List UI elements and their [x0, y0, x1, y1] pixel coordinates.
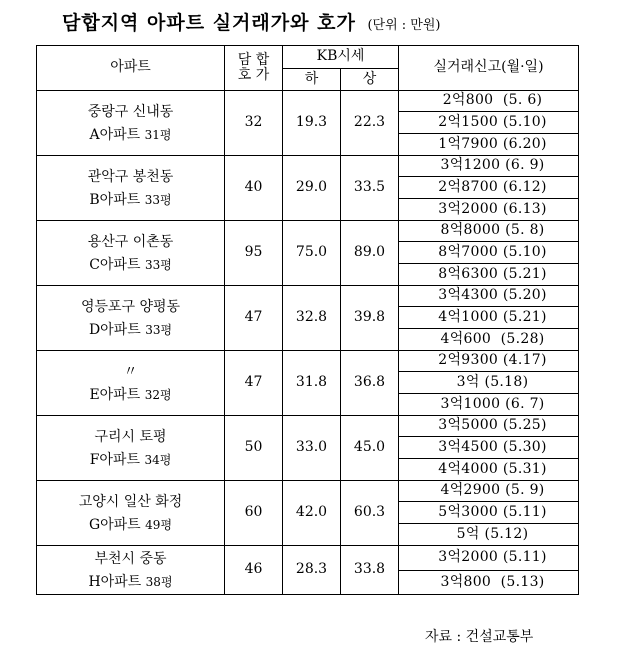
table-row: [37, 221, 579, 242]
deal-cell: [399, 156, 579, 177]
kb-low-cell: 31.8: [283, 351, 341, 416]
region-name: 중랑구 신내동: [87, 103, 174, 120]
apartment-label: [37, 128, 224, 143]
deal-cell: [399, 221, 579, 242]
deal-value: 5억 (5.12): [456, 525, 529, 542]
asking-price-cell: 95: [225, 221, 283, 286]
header-asking-line2: 호 가: [237, 67, 270, 83]
apartment-name: B아파트: [89, 192, 141, 208]
deal-value: 2억9300 (4.17): [438, 352, 547, 369]
apartment-cell: [37, 416, 225, 481]
deal-value: 3억800 (5.13): [440, 573, 545, 590]
apartment-size: 38평: [145, 575, 173, 589]
deal-value: 2억800 (5. 6): [442, 92, 543, 109]
apartment-size: 33평: [145, 323, 173, 337]
deal-value: 4억600 (5.28): [440, 330, 545, 347]
header-asking-line1: 담 합: [237, 51, 270, 68]
deal-cell: [399, 264, 579, 286]
apartment-label: [37, 453, 224, 468]
apartment-cell: [37, 351, 225, 416]
apartment-size: 32평: [144, 388, 172, 402]
source-note: 자료 : 건설교통부: [425, 629, 534, 645]
apartment-name: G아파트: [88, 517, 141, 533]
deal-value: 3억4300 (5.20): [438, 287, 547, 304]
deal-value: 4억2900 (5. 9): [440, 482, 545, 499]
apartment-label: [37, 323, 224, 338]
table-row: [37, 351, 579, 372]
kb-high-cell: 60.3: [341, 481, 399, 546]
deal-value: 1억7900 (6.20): [438, 135, 547, 152]
deal-cell: [399, 546, 579, 571]
deal-value: 3억1200 (6. 9): [440, 157, 545, 174]
kb-high-cell: 33.5: [341, 156, 399, 221]
deal-value: 3억5000 (5.25): [438, 417, 547, 434]
deal-cell: [399, 459, 579, 481]
apartment-cell: [37, 91, 225, 156]
price-table-body: [37, 46, 579, 595]
deal-cell: [399, 307, 579, 329]
title-text: 담합지역 아파트 실거래가와 호가: [62, 12, 356, 34]
header-row-1: [37, 46, 579, 69]
apartment-label: [37, 575, 224, 590]
deal-value: 3억 (5.18): [456, 373, 529, 390]
deal-value: 3억4500 (5.30): [438, 438, 547, 455]
asking-price-cell: 47: [225, 286, 283, 351]
apartment-cell: [37, 546, 225, 595]
deal-cell: [399, 437, 579, 459]
asking-price-cell: 50: [225, 416, 283, 481]
apartment-cell: [37, 156, 225, 221]
kb-high-cell: 33.8: [341, 546, 399, 595]
region-name: 구리시 토평: [94, 428, 167, 445]
asking-price-cell: 40: [225, 156, 283, 221]
header-kb-low: 하: [283, 69, 341, 91]
asking-price-cell: 32: [225, 91, 283, 156]
apartment-cell: [37, 481, 225, 546]
kb-high-cell: 22.3: [341, 91, 399, 156]
kb-high-cell: 45.0: [341, 416, 399, 481]
region-name: 고양시 일산 화정: [78, 493, 183, 510]
deal-value: 2억8700 (6.12): [438, 178, 547, 195]
deal-cell: [399, 524, 579, 546]
kb-high-cell: 89.0: [341, 221, 399, 286]
deal-value: 4억4000 (5.31): [438, 460, 547, 477]
table-row: [37, 481, 579, 502]
asking-price-cell: 60: [225, 481, 283, 546]
deal-value: 5억3000 (5.11): [438, 503, 547, 520]
apartment-name: D아파트: [88, 322, 141, 338]
apartment-cell: [37, 286, 225, 351]
apartment-size: 31평: [144, 128, 172, 142]
kb-low-cell: 32.8: [283, 286, 341, 351]
apartment-name: H아파트: [88, 574, 142, 590]
deal-cell: [399, 177, 579, 199]
region-name: 용산구 이촌동: [87, 233, 174, 250]
kb-high-cell: 39.8: [341, 286, 399, 351]
table-row: [37, 286, 579, 307]
document-title: [62, 8, 440, 35]
region-name: 관악구 봉천동: [87, 168, 174, 185]
apartment-name: E아파트: [89, 387, 141, 403]
apartment-name: A아파트: [89, 127, 141, 143]
apartment-cell: [37, 221, 225, 286]
apartment-size: 49평: [145, 518, 173, 532]
deal-cell: [399, 394, 579, 416]
deal-value: 2억1500 (5.10): [438, 113, 547, 130]
apartment-size: 33평: [144, 258, 172, 272]
deal-value: 8억7000 (5.10): [438, 243, 547, 260]
apartment-label: [37, 258, 224, 273]
deal-value: 8억6300 (5.21): [438, 265, 547, 282]
table-row: [37, 91, 579, 112]
kb-low-cell: 33.0: [283, 416, 341, 481]
header-asking-price: [225, 46, 283, 91]
header-kb-high: 상: [341, 69, 399, 91]
deal-cell: [399, 481, 579, 502]
deal-cell: [399, 416, 579, 437]
deal-cell: [399, 242, 579, 264]
table-row: [37, 156, 579, 177]
deal-cell: [399, 134, 579, 156]
apartment-name: F아파트: [89, 452, 140, 468]
deal-cell: [399, 329, 579, 351]
deal-value: 3억2000 (6.13): [438, 200, 547, 217]
kb-low-cell: 29.0: [283, 156, 341, 221]
header-actual-report: 실거래신고(월·일): [399, 46, 579, 91]
apartment-size: 34평: [144, 453, 172, 467]
deal-cell: [399, 372, 579, 394]
apartment-size: 33평: [144, 193, 172, 207]
kb-high-cell: 36.8: [341, 351, 399, 416]
deal-cell: [399, 502, 579, 524]
region-name: 영등포구 양평동: [80, 298, 181, 315]
deal-value: 3억1000 (6. 7): [440, 395, 545, 412]
apartment-label: [37, 388, 224, 403]
deal-cell: [399, 351, 579, 372]
deal-value: 8억8000 (5. 8): [440, 222, 545, 239]
unit-note: (단위 : 만원): [367, 18, 441, 33]
deal-value: 4억1000 (5.21): [438, 308, 547, 325]
table-row: [37, 546, 579, 571]
apartment-name: C아파트: [89, 257, 141, 273]
kb-low-cell: 42.0: [283, 481, 341, 546]
deal-cell: [399, 571, 579, 595]
asking-price-cell: 47: [225, 351, 283, 416]
deal-cell: [399, 199, 579, 221]
asking-price-cell: 46: [225, 546, 283, 595]
deal-cell: [399, 286, 579, 307]
header-kb-price: KB시세: [283, 46, 399, 69]
header-apartment: 아파트: [37, 46, 225, 91]
kb-low-cell: 19.3: [283, 91, 341, 156]
price-table: [36, 45, 579, 595]
kb-low-cell: 75.0: [283, 221, 341, 286]
deal-cell: [399, 112, 579, 134]
deal-value: 3억2000 (5.11): [438, 549, 547, 566]
region-name: 부천시 중동: [94, 550, 167, 567]
deal-cell: [399, 91, 579, 112]
apartment-label: [37, 193, 224, 208]
apartment-label: [37, 518, 224, 533]
table-row: [37, 416, 579, 437]
region-name: 〃: [123, 363, 138, 380]
kb-low-cell: 28.3: [283, 546, 341, 595]
